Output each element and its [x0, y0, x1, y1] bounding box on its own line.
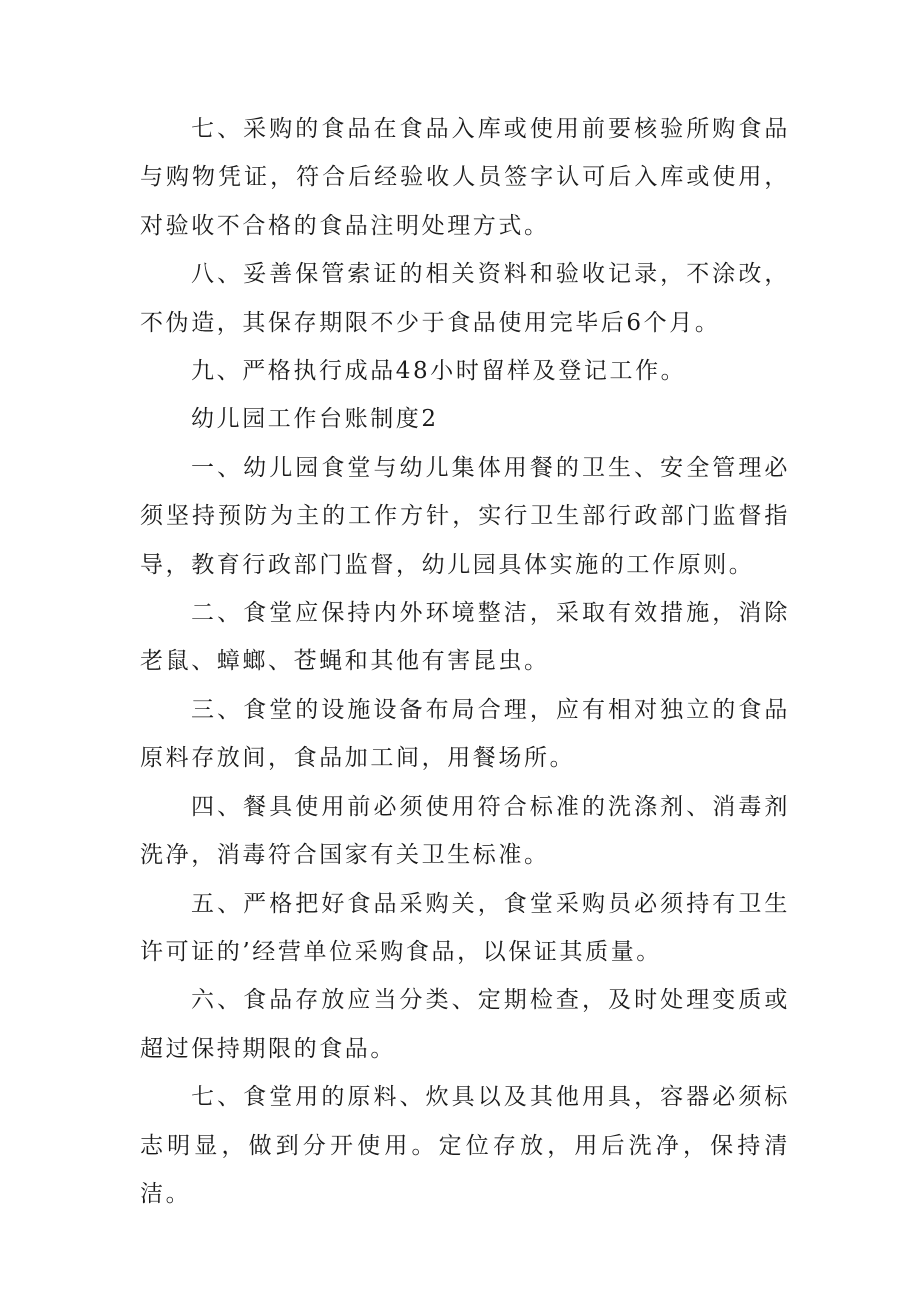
paragraph-6-food-storage: 六、食品存放应当分类、定期检查，及时处理变质或超过保持期限的食品。: [140, 987, 790, 1062]
paragraph-4-tableware: 四、餐具使用前必须使用符合标准的洗涤剂、消毒剂洗净，消毒符合国家有关卫生标准。: [140, 793, 790, 869]
paragraph-5-procurement: 五、严格把好食品采购关，食堂采购员必须持有卫生许可证的’经营单位采购食品，以保证其质量。: [140, 890, 790, 965]
paragraph-2-environment: 二、食堂应保持内外环境整洁，采取有效措施，消除老鼠、蟑螂、苍蝇和其他有害昆虫。: [140, 600, 790, 675]
paragraph-7-purchase-verification: 七、采购的食品在食品入库或使用前要核验所购食品与购物凭证，符合后经验收人员签字认可后入库或使用，对验收不合格的食品注明处理方式。: [140, 116, 790, 239]
paragraph-7-utensils: 七、食堂用的原料、炊具以及其他用具，容器必须标志明显，做到分开使用。定位存放，用后洗净，保持清洁。: [140, 1084, 790, 1207]
paragraph-8-record-keeping: 八、妥善保管索证的相关资料和验收记录，不涂改，不伪造，其保存期限不少于食品使用完毕后6个月。: [140, 261, 790, 336]
document-body: [140, 105, 790, 1218]
section-heading: 幼儿园工作台账制度2: [191, 406, 439, 433]
paragraph-1-management-policy: 一、幼儿园食堂与幼儿集体用餐的卫生、安全管理必须坚持预防为主的工作方针，实行卫生部行政部门监督指导，教育行政部门监督，幼儿园具体实施的工作原则。: [140, 454, 790, 578]
paragraph-3-facility-layout: 三、食堂的设施设备布局合理，应有相对独立的食品原料存放间，食品加工间，用餐场所。: [140, 696, 790, 772]
paragraph-9-sample-retention: 九、严格执行成品48小时留样及登记工作。: [191, 358, 687, 385]
